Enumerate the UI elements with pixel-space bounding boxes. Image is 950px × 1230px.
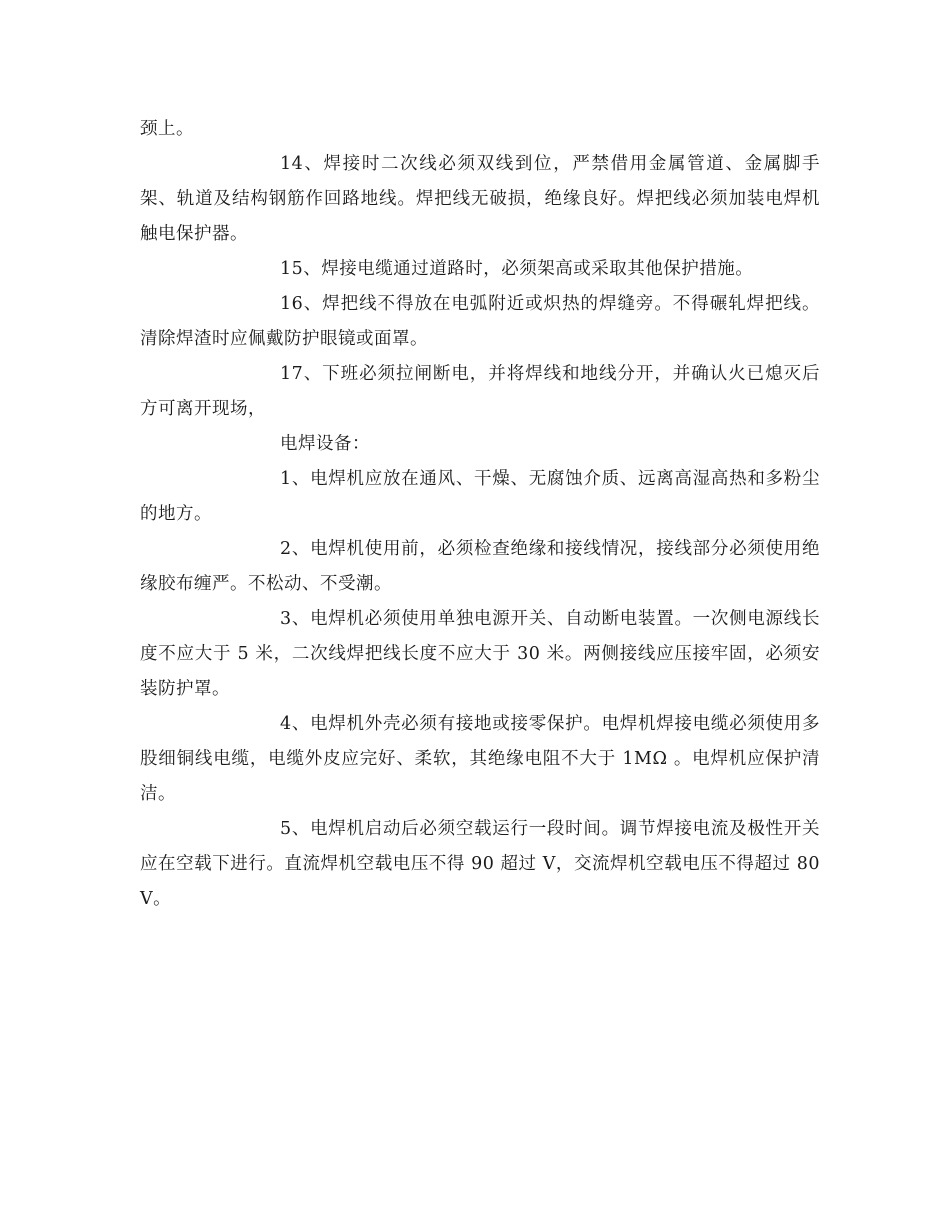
paragraph-equipment-2: 2、电焊机使用前，必须检查绝缘和接线情况，接线部分必须使用绝缘胶布缠严。不松动、不受潮。 <box>140 539 820 594</box>
paragraph-continuation: 颈上。 <box>140 119 194 139</box>
paragraph-equipment-3: 3、电焊机必须使用单独电源开关、自动断电装置。一次侧电源线长度不应大于 5 米，二次线焊把线长度不应大于 30 米。两侧接线应压接牢固，必须安装防护罩。 <box>140 609 820 699</box>
document-body <box>140 112 820 917</box>
paragraph-equipment-1: 1、电焊机应放在通风、干燥、无腐蚀介质、远离高湿高热和多粉尘的地方。 <box>140 469 820 524</box>
section-heading-welding-equipment: 电焊设备： <box>280 434 370 454</box>
paragraph-equipment-4: 4、电焊机外壳必须有接地或接零保护。电焊机焊接电缆必须使用多股细铜线电缆，电缆外皮应完好、柔软，其绝缘电阻不大于 1MΩ 。电焊机应保护清洁。 <box>140 714 820 804</box>
paragraph-equipment-5: 5、电焊机启动后必须空载运行一段时间。调节焊接电流及极性开关应在空载下进行。直流焊机空载电压不得 90 超过 V，交流焊机空载电压不得超过 80V。 <box>140 819 820 909</box>
paragraph-item-14: 14、焊接时二次线必须双线到位，严禁借用金属管道、金属脚手架、轨道及结构钢筋作回路地线。焊把线无破损，绝缘良好。焊把线必须加装电焊机触电保护器。 <box>140 154 820 244</box>
paragraph-item-17: 17、下班必须拉闸断电，并将焊线和地线分开，并确认火已熄灭后方可离开现场， <box>140 364 820 419</box>
paragraph-item-16: 16、焊把线不得放在电弧附近或炽热的焊缝旁。不得碾轧焊把线。清除焊渣时应佩戴防护眼镜或面罩。 <box>140 294 820 349</box>
paragraph-item-15: 15、焊接电缆通过道路时，必须架高或采取其他保护措施。 <box>280 259 754 279</box>
